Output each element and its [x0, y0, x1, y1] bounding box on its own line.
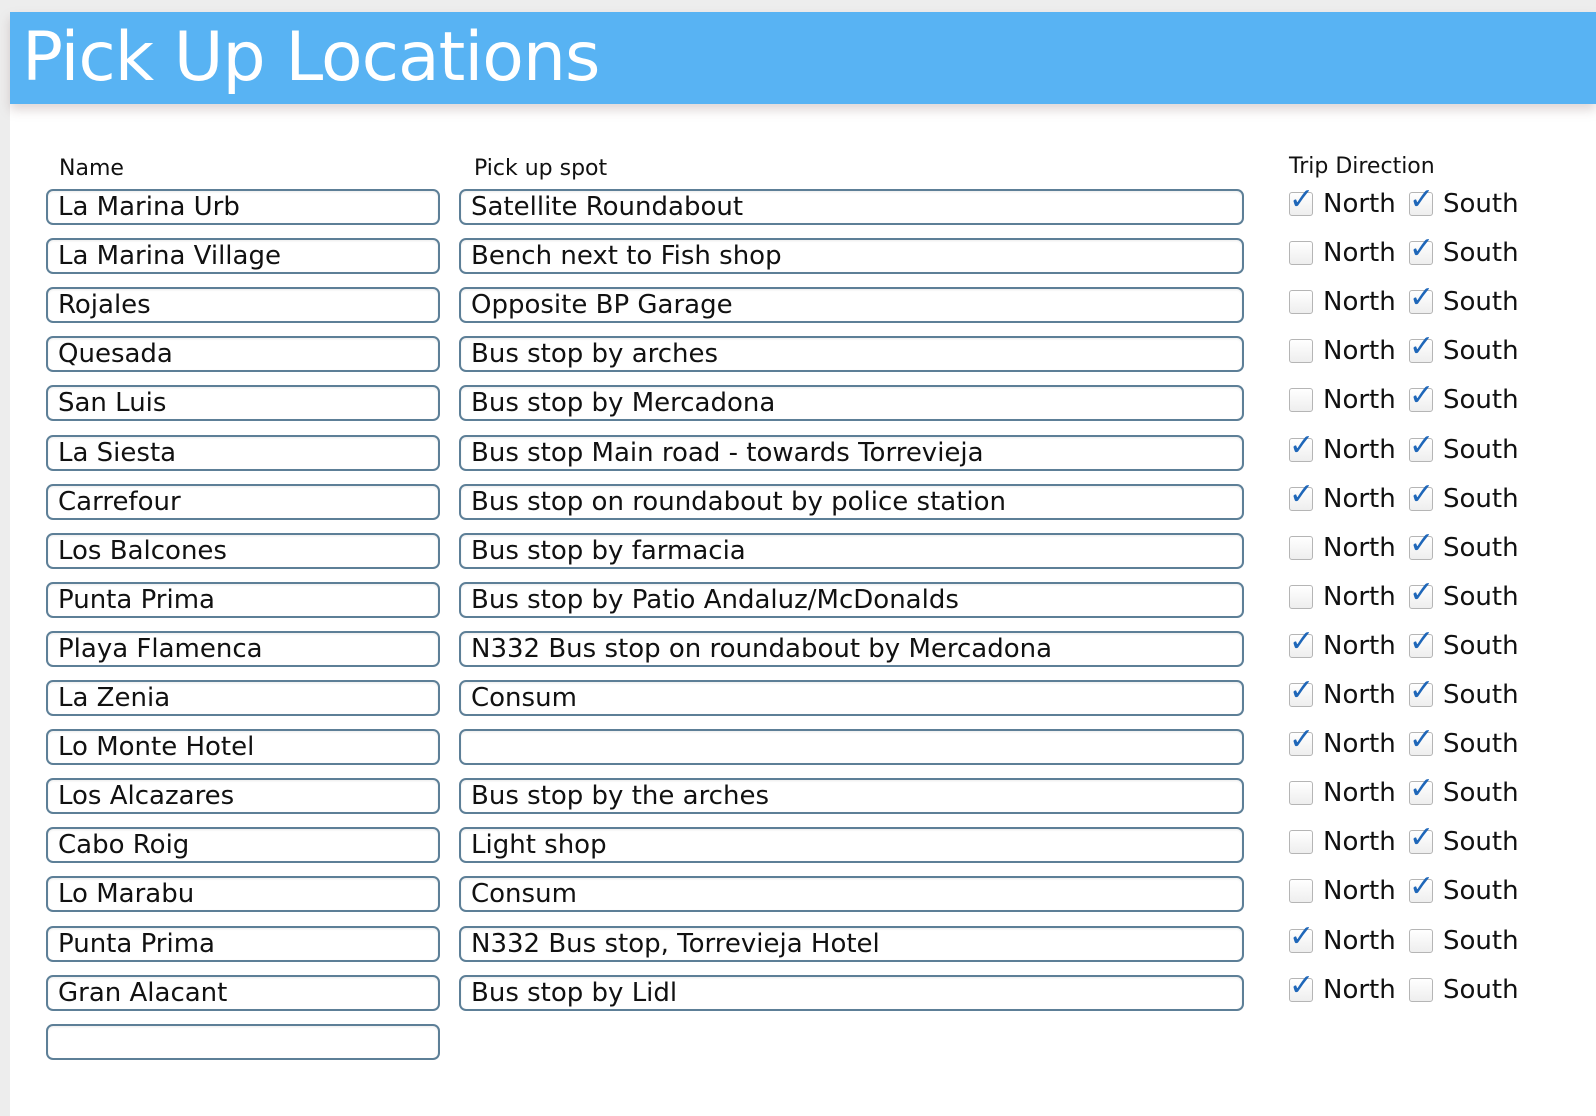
checkmark-icon: ✓ [1409, 526, 1435, 561]
north-label: North [1323, 189, 1396, 219]
north-checkbox[interactable] [1289, 241, 1313, 265]
new-location-name-input[interactable] [46, 1024, 440, 1060]
south-label: South [1443, 926, 1519, 956]
pickup-spot-input[interactable] [459, 778, 1244, 814]
row-6-south-option[interactable] [1409, 477, 1519, 516]
south-checkbox[interactable] [1409, 820, 1435, 855]
south-label: South [1443, 680, 1519, 710]
north-label: North [1323, 926, 1396, 956]
checkmark-icon: ✓ [1289, 182, 1315, 217]
south-checkbox[interactable] [1409, 575, 1435, 610]
window-top-strip [0, 0, 1596, 12]
pickup-spot-input[interactable] [459, 876, 1244, 912]
north-label: North [1323, 435, 1396, 465]
south-label: South [1443, 287, 1519, 317]
south-checkbox[interactable] [1409, 722, 1435, 757]
pickup-spot-input[interactable] [459, 533, 1244, 569]
north-checkbox[interactable] [1289, 477, 1315, 512]
row-0-north-option[interactable] [1289, 182, 1396, 221]
row-2-north-option[interactable] [1289, 285, 1396, 319]
name-column-header: Name [59, 156, 124, 181]
location-name-input[interactable] [46, 975, 440, 1011]
checkmark-icon: ✓ [1289, 477, 1315, 512]
checkmark-icon: ✓ [1289, 673, 1315, 708]
south-label: South [1443, 189, 1519, 219]
south-label: South [1443, 975, 1519, 1005]
location-name-input[interactable] [46, 189, 440, 225]
checkmark-icon: ✓ [1409, 722, 1435, 757]
row-15-south-option[interactable] [1409, 924, 1519, 958]
north-checkbox[interactable] [1289, 879, 1313, 903]
south-label: South [1443, 484, 1519, 514]
row-15-north-option[interactable] [1289, 919, 1396, 958]
checkmark-icon: ✓ [1409, 428, 1435, 463]
checkmark-icon: ✓ [1409, 329, 1435, 364]
row-16-north-option[interactable] [1289, 968, 1396, 1007]
south-checkbox[interactable] [1409, 329, 1435, 364]
row-3-south-option[interactable] [1409, 329, 1519, 368]
location-name-input[interactable] [46, 336, 440, 372]
south-label: South [1443, 827, 1519, 857]
location-name-input[interactable] [46, 827, 440, 863]
checkmark-icon: ✓ [1289, 919, 1315, 954]
location-name-input[interactable] [46, 484, 440, 520]
row-0-south-option[interactable] [1409, 182, 1519, 221]
checkmark-icon: ✓ [1409, 378, 1435, 413]
row-11-north-option[interactable] [1289, 722, 1396, 761]
location-name-input[interactable] [46, 729, 440, 765]
south-checkbox[interactable] [1409, 526, 1435, 561]
north-checkbox[interactable] [1289, 781, 1313, 805]
south-checkbox[interactable] [1409, 280, 1435, 315]
checkmark-icon: ✓ [1409, 624, 1435, 659]
checkmark-icon: ✓ [1289, 722, 1315, 757]
south-checkbox[interactable] [1409, 182, 1435, 217]
location-name-input[interactable] [46, 778, 440, 814]
checkmark-icon: ✓ [1409, 820, 1435, 855]
location-name-input[interactable] [46, 238, 440, 274]
south-checkbox[interactable] [1409, 477, 1435, 512]
north-checkbox[interactable] [1289, 339, 1313, 363]
row-4-north-option[interactable] [1289, 383, 1396, 417]
spot-column-header: Pick up spot [474, 156, 608, 181]
row-10-south-option[interactable] [1409, 673, 1519, 712]
pickup-spot-input[interactable] [459, 336, 1244, 372]
row-5-south-option[interactable] [1409, 428, 1519, 467]
north-checkbox[interactable] [1289, 673, 1315, 708]
row-1-north-option[interactable] [1289, 236, 1396, 270]
south-checkbox[interactable] [1409, 624, 1435, 659]
north-label: North [1323, 287, 1396, 317]
north-label: North [1323, 385, 1396, 415]
row-14-north-option[interactable] [1289, 874, 1396, 908]
north-checkbox[interactable] [1289, 722, 1315, 757]
row-10-north-option[interactable] [1289, 673, 1396, 712]
pickup-spot-input[interactable] [459, 385, 1244, 421]
pickup-spot-input[interactable] [459, 729, 1244, 765]
south-checkbox[interactable] [1409, 978, 1433, 1002]
checkmark-icon: ✓ [1289, 428, 1315, 463]
row-14-south-option[interactable] [1409, 869, 1519, 908]
south-label: South [1443, 435, 1519, 465]
row-9-south-option[interactable] [1409, 624, 1519, 663]
north-checkbox[interactable] [1289, 919, 1315, 954]
pickup-spot-input[interactable] [459, 484, 1244, 520]
window-gutter [0, 0, 10, 1116]
location-name-input[interactable] [46, 287, 440, 323]
pickup-spot-input[interactable] [459, 631, 1244, 667]
row-4-south-option[interactable] [1409, 378, 1519, 417]
north-checkbox[interactable] [1289, 182, 1315, 217]
north-label: North [1323, 778, 1396, 808]
row-13-south-option[interactable] [1409, 820, 1519, 859]
south-label: South [1443, 336, 1519, 366]
location-name-input[interactable] [46, 631, 440, 667]
page-title: Pick Up Locations [22, 18, 600, 97]
north-label: North [1323, 533, 1396, 563]
row-7-north-option[interactable] [1289, 531, 1396, 565]
checkmark-icon: ✓ [1409, 673, 1435, 708]
north-checkbox[interactable] [1289, 428, 1315, 463]
north-checkbox[interactable] [1289, 388, 1313, 412]
checkmark-icon: ✓ [1409, 575, 1435, 610]
north-label: North [1323, 680, 1396, 710]
south-checkbox[interactable] [1409, 929, 1433, 953]
checkmark-icon: ✓ [1289, 624, 1315, 659]
pickup-spot-input[interactable] [459, 287, 1244, 323]
pickup-spot-input[interactable] [459, 582, 1244, 618]
location-name-input[interactable] [46, 435, 440, 471]
north-label: North [1323, 238, 1396, 268]
checkmark-icon: ✓ [1409, 231, 1435, 266]
row-8-north-option[interactable] [1289, 580, 1396, 614]
row-12-south-option[interactable] [1409, 771, 1519, 810]
location-name-input[interactable] [46, 876, 440, 912]
north-checkbox[interactable] [1289, 624, 1315, 659]
south-checkbox[interactable] [1409, 771, 1435, 806]
south-checkbox[interactable] [1409, 673, 1435, 708]
north-label: North [1323, 876, 1396, 906]
pickup-spot-input[interactable] [459, 189, 1244, 225]
pickup-spot-input[interactable] [459, 238, 1244, 274]
row-1-south-option[interactable] [1409, 231, 1519, 270]
south-label: South [1443, 778, 1519, 808]
checkmark-icon: ✓ [1409, 280, 1435, 315]
pickup-spot-input[interactable] [459, 435, 1244, 471]
row-2-south-option[interactable] [1409, 280, 1519, 319]
row-13-north-option[interactable] [1289, 825, 1396, 859]
row-9-north-option[interactable] [1289, 624, 1396, 663]
north-checkbox[interactable] [1289, 536, 1313, 560]
checkmark-icon: ✓ [1289, 968, 1315, 1003]
checkmark-icon: ✓ [1409, 771, 1435, 806]
north-label: North [1323, 631, 1396, 661]
north-label: North [1323, 729, 1396, 759]
north-checkbox[interactable] [1289, 830, 1313, 854]
row-3-north-option[interactable] [1289, 334, 1396, 368]
location-name-input[interactable] [46, 926, 440, 962]
south-label: South [1443, 876, 1519, 906]
south-checkbox[interactable] [1409, 378, 1435, 413]
north-label: North [1323, 484, 1396, 514]
south-checkbox[interactable] [1409, 428, 1435, 463]
row-5-north-option[interactable] [1289, 428, 1396, 467]
row-7-south-option[interactable] [1409, 526, 1519, 565]
south-label: South [1443, 385, 1519, 415]
north-checkbox[interactable] [1289, 585, 1313, 609]
location-name-input[interactable] [46, 582, 440, 618]
north-label: North [1323, 336, 1396, 366]
pickup-spot-input[interactable] [459, 926, 1244, 962]
page-header [10, 12, 1596, 104]
location-name-input[interactable] [46, 680, 440, 716]
south-label: South [1443, 582, 1519, 612]
checkmark-icon: ✓ [1409, 477, 1435, 512]
row-12-north-option[interactable] [1289, 776, 1396, 810]
north-checkbox[interactable] [1289, 968, 1315, 1003]
checkmark-icon: ✓ [1409, 869, 1435, 904]
south-label: South [1443, 729, 1519, 759]
row-11-south-option[interactable] [1409, 722, 1519, 761]
south-label: South [1443, 238, 1519, 268]
south-label: South [1443, 533, 1519, 563]
pickup-spot-input[interactable] [459, 975, 1244, 1011]
south-checkbox[interactable] [1409, 231, 1435, 266]
row-6-north-option[interactable] [1289, 477, 1396, 516]
row-8-south-option[interactable] [1409, 575, 1519, 614]
north-checkbox[interactable] [1289, 290, 1313, 314]
south-checkbox[interactable] [1409, 869, 1435, 904]
row-16-south-option[interactable] [1409, 973, 1519, 1007]
pickup-spot-input[interactable] [459, 680, 1244, 716]
pickup-spot-input[interactable] [459, 827, 1244, 863]
direction-column-header: Trip Direction [1289, 154, 1435, 179]
north-label: North [1323, 827, 1396, 857]
south-label: South [1443, 631, 1519, 661]
north-label: North [1323, 975, 1396, 1005]
location-name-input[interactable] [46, 385, 440, 421]
location-name-input[interactable] [46, 533, 440, 569]
north-label: North [1323, 582, 1396, 612]
checkmark-icon: ✓ [1409, 182, 1435, 217]
